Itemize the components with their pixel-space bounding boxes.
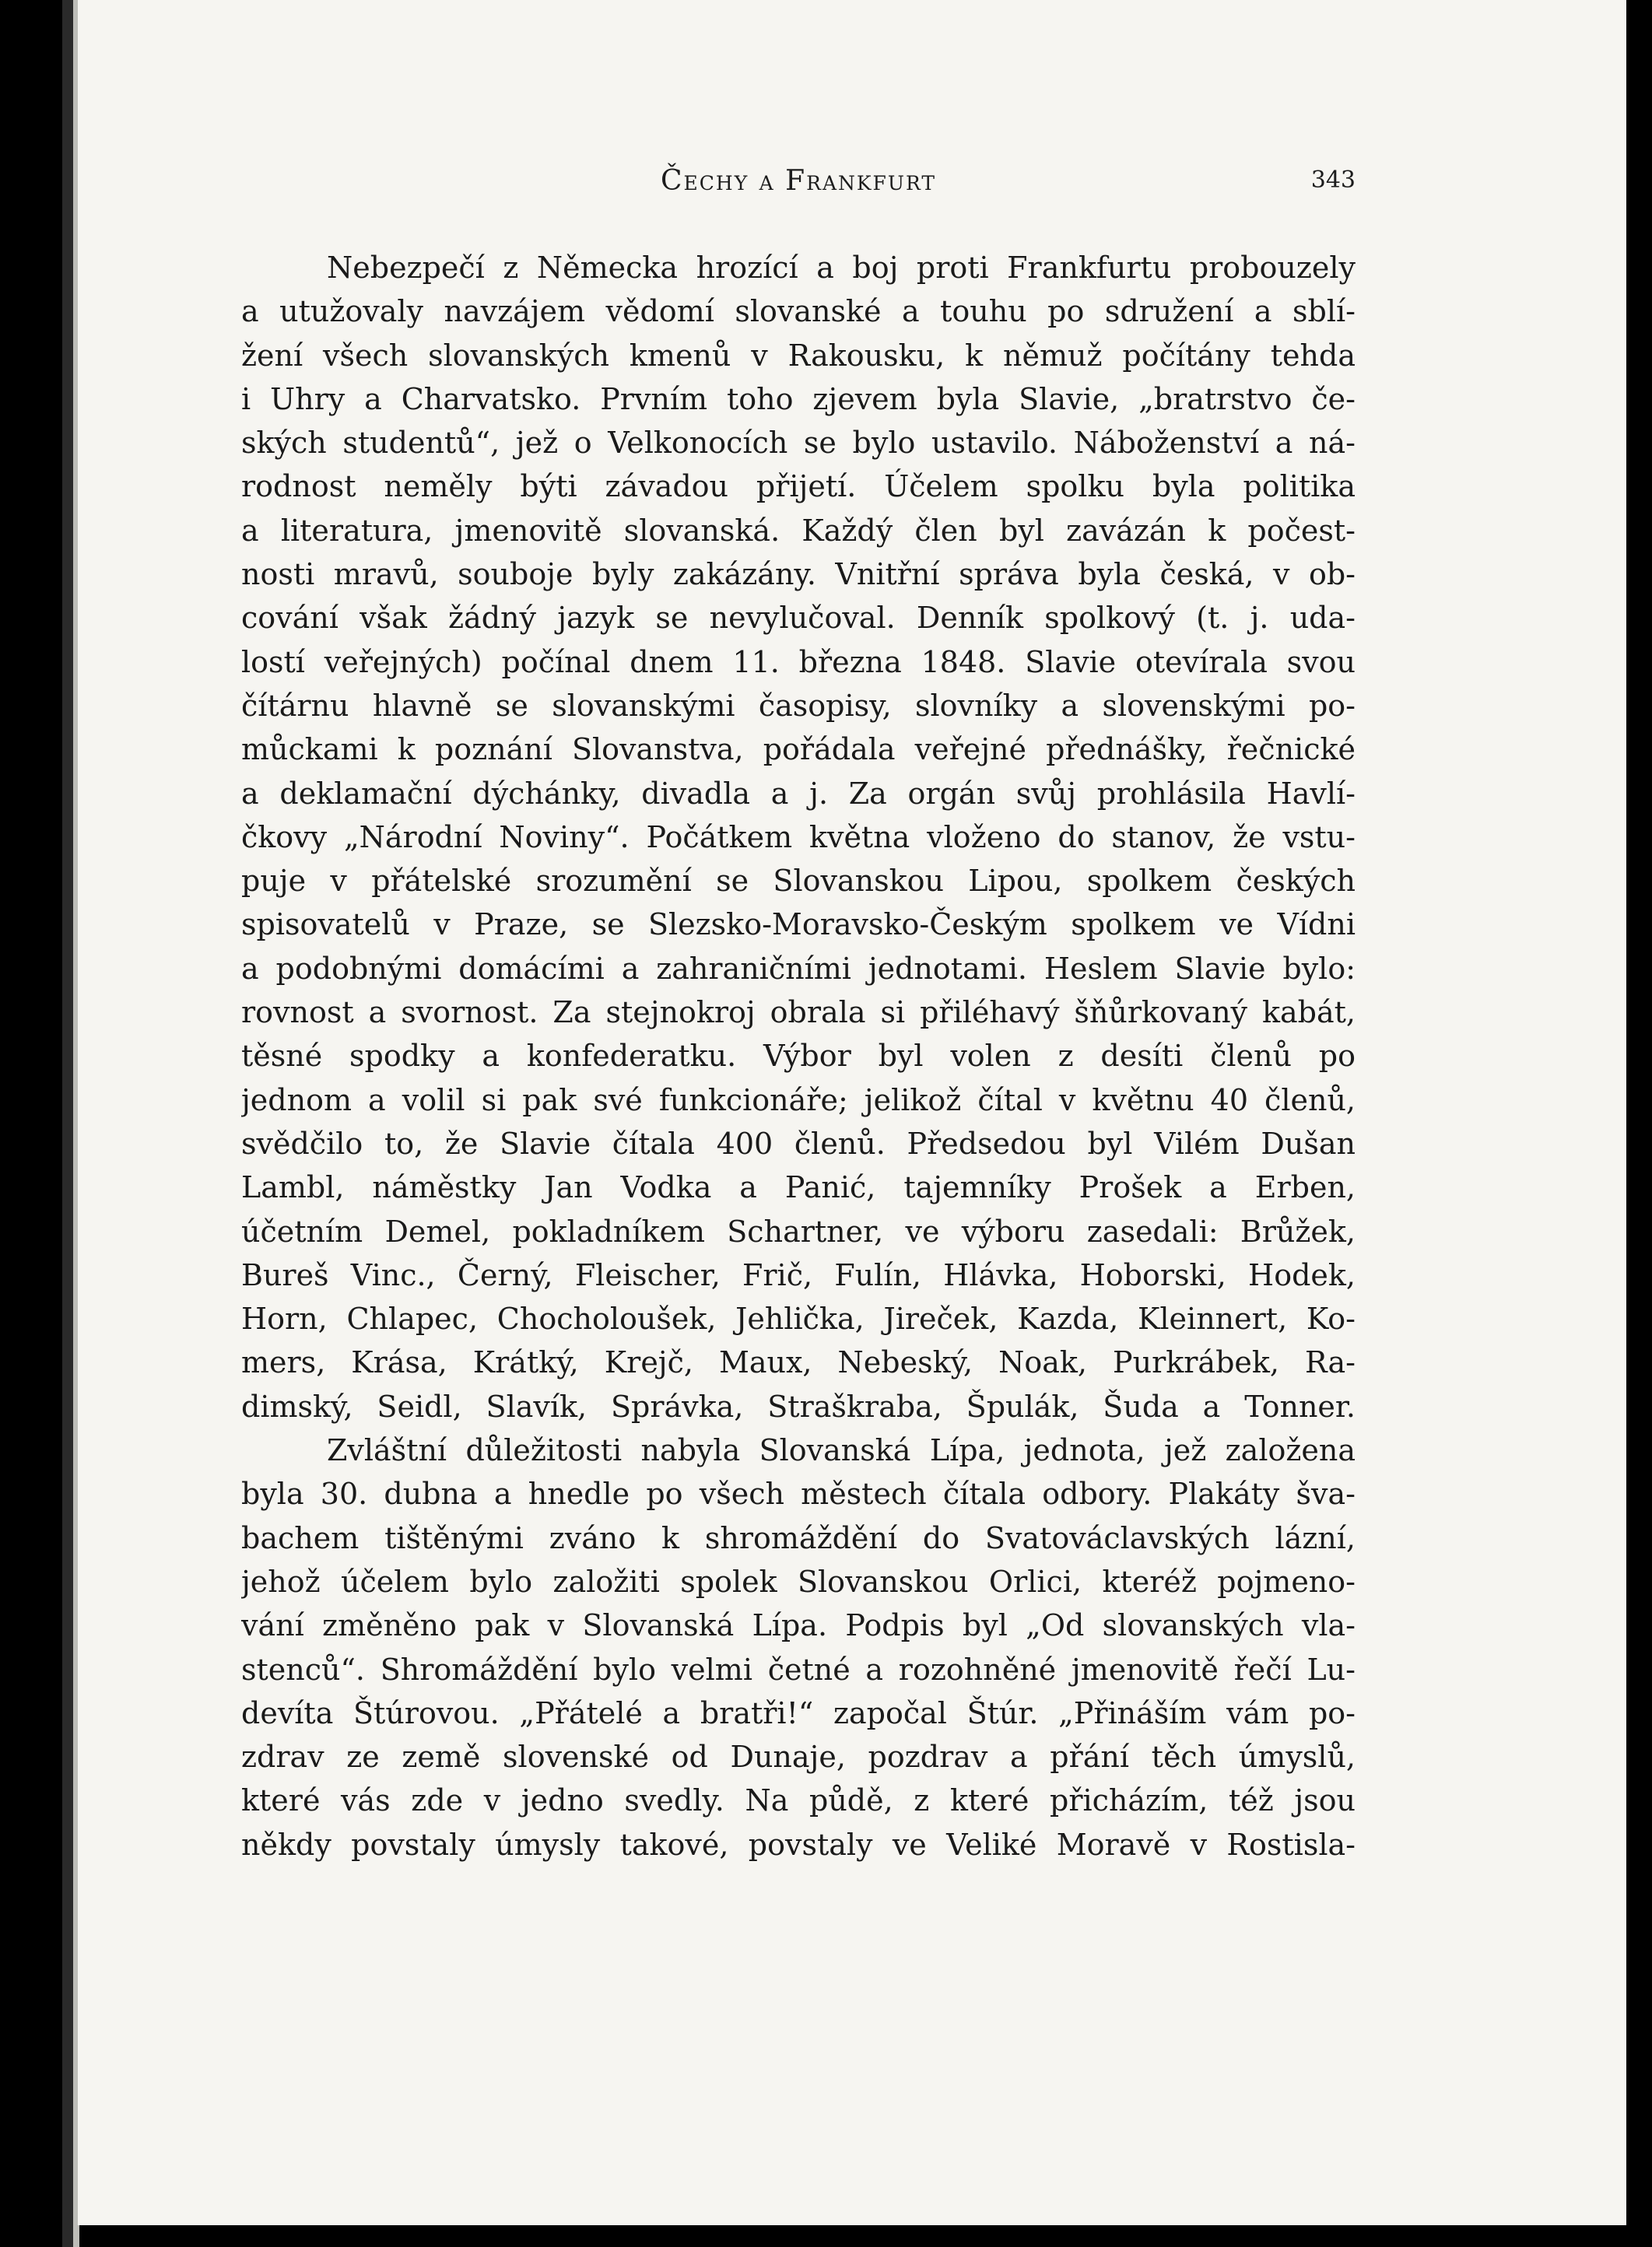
- text-line: a literatura, jmenovitě slovanská. Každý člen byl zavázán k počest-: [241, 513, 1356, 548]
- paragraph-2: [241, 1428, 1356, 1867]
- text-line: někdy povstaly úmysly takové, povstaly ve Veliké Moravě v Rostisla-: [241, 1827, 1356, 1862]
- text-line: cování však žádný jazyk se nevylučoval. Denník spolkový (t. j. uda-: [241, 601, 1356, 636]
- text-line: Lambl, náměstky Jan Vodka a Panić, tajemníky Prošek a Erben,: [241, 1170, 1356, 1205]
- text-line: mers, Krása, Krátký, Krejč, Maux, Nebeský, Noak, Purkrábek, Ra-: [241, 1345, 1356, 1380]
- text-line: rodnost neměly býti závadou přijetí. Účelem spolku byla politika: [241, 469, 1356, 504]
- text-line: dimský, Seidl, Slavík, Správka, Straškraba, Špulák, Šuda a Tonner.: [241, 1389, 1356, 1424]
- text-line: a utužovaly navzájem vědomí slovanské a touhu po sdružení a sblí-: [241, 294, 1356, 329]
- text-line: žení všech slovanských kmenů v Rakousku, k němuž počítány tehda: [241, 338, 1356, 373]
- text-line: spisovatelů v Praze, se Slezsko-Moravsko-Českým spolkem ve Vídni: [241, 907, 1356, 942]
- page-number: 343: [1310, 167, 1356, 194]
- text-line: svědčilo to, že Slavie čítala 400 členů. Předsedou byl Vilém Dušan: [241, 1126, 1356, 1161]
- text-line: devíta Štúrovou. „Přátelé a bratři!“ započal Štúr. „Přináším vám po-: [241, 1695, 1356, 1730]
- text-line: zdrav ze země slovenské od Dunaje, pozdrav a přání těch úmyslů,: [241, 1740, 1356, 1775]
- paragraph-1: [241, 246, 1356, 1428]
- running-header: [241, 165, 1356, 204]
- text-line: byla 30. dubna a hnedle po všech městech čítala odbory. Plakáty šva-: [241, 1477, 1356, 1512]
- text-line: puje v přátelské srozumění se Slovanskou Lipou, spolkem českých: [241, 864, 1356, 899]
- text-line: lostí veřejných) počínal dnem 11. března 1848. Slavie otevírala svou: [241, 644, 1356, 679]
- text-line: nosti mravů, souboje byly zakázány. Vnitřní správa byla česká, v ob-: [241, 557, 1356, 592]
- text-line: jednom a volil si pak své funkcionáře; jelikož čítal v květnu 40 členů,: [241, 1082, 1356, 1117]
- book-spine-shadow: [62, 0, 73, 2247]
- text-line: Zvláštní důležitosti nabyla Slovanská Lípa, jednota, jež založena: [327, 1433, 1356, 1468]
- text-line: bachem tištěnými zváno k shromáždění do Svatováclavských lázní,: [241, 1520, 1356, 1555]
- body-text: [241, 246, 1356, 1867]
- text-line: můckami k poznání Slovanstva, pořádala veřejné přednášky, řečnické: [241, 732, 1356, 767]
- text-line: a podobnými domácími a zahraničními jednotami. Heslem Slavie bylo:: [241, 951, 1356, 986]
- text-line: i Uhry a Charvatsko. Prvním toho zjevem byla Slavie, „bratrstvo če-: [241, 381, 1356, 416]
- text-line: čkovy „Národní Noviny“. Počátkem května vloženo do stanov, že vstu-: [241, 819, 1356, 854]
- running-title: Čechy a Frankfurt: [660, 165, 937, 197]
- text-line: jehož účelem bylo založiti spolek Slovanskou Orlici, kteréž pojmeno-: [241, 1564, 1356, 1599]
- text-line: vání změněno pak v Slovanská Lípa. Podpis byl „Od slovanských vla-: [241, 1608, 1356, 1643]
- text-line: účetním Demel, pokladníkem Schartner, ve výboru zasedali: Brůžek,: [241, 1214, 1356, 1249]
- text-line: Horn, Chlapec, Chocholoušek, Jehlička, Jireček, Kazda, Kleinnert, Ko-: [241, 1302, 1356, 1337]
- text-line: Bureš Vinc., Černý, Fleischer, Frič, Fulín, Hlávka, Hoborski, Hodek,: [241, 1257, 1356, 1292]
- text-line: ských studentů“, jež o Velkonocích se bylo ustavilo. Náboženství a ná-: [241, 426, 1356, 461]
- text-line: které vás zde v jedno svedly. Na půdě, z které přicházím, též jsou: [241, 1783, 1356, 1818]
- text-line: rovnost a svornost. Za stejnokroj obrala si přiléhavý šňůrkovaný kabát,: [241, 995, 1356, 1030]
- text-line: těsné spodky a konfederatku. Výbor byl volen z desíti členů po: [241, 1039, 1356, 1074]
- text-line: stenců“. Shromáždění bylo velmi četné a rozohněné jmenovitě řečí Lu-: [241, 1652, 1356, 1687]
- text-line: Nebezpečí z Německa hrozící a boj proti Frankfurtu probouzely: [327, 251, 1356, 285]
- text-line: a deklamační dýchánky, divadla a j. Za orgán svůj prohlásila Havlí-: [241, 776, 1356, 811]
- text-line: čítárnu hlavně se slovanskými časopisy, slovníky a slovenskými po-: [241, 688, 1356, 723]
